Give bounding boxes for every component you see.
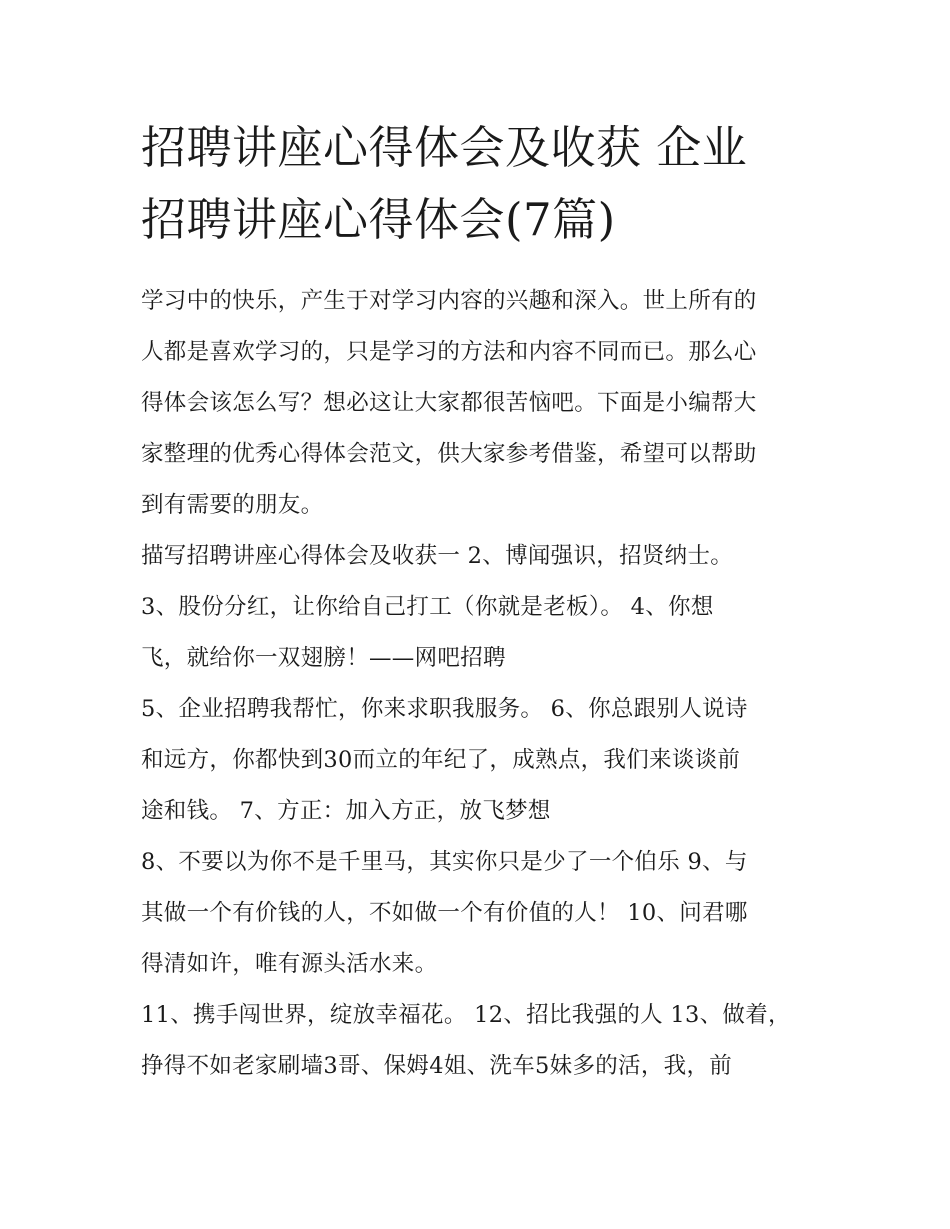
body-line: 挣得不如老家刷墙3哥、保姆4姐、洗车5妹多的活，我，前 (141, 1053, 733, 1079)
body-line: 得体会该怎么写？想必这让大家都很苦恼吧。下面是小编帮大 (141, 390, 757, 416)
title-line: 招聘讲座心得体会(7篇) (141, 193, 616, 246)
body-line: 人都是喜欢学习的，只是学习的方法和内容不同而已。那么心 (141, 339, 757, 365)
title-line: 招聘讲座心得体会及收获 企业 (141, 121, 748, 174)
body-line: 5、企业招聘我帮忙，你来求职我服务。 6、你总跟别人说诗 (141, 696, 748, 722)
body-line: 8、不要以为你不是千里马，其实你只是少了一个伯乐 9、与 (141, 849, 748, 875)
body-line: 飞，就给你一双翅膀！——网吧招聘 (141, 645, 506, 671)
body-line: 3、股份分红，让你给自己打工（你就是老板）。 4、你想 (141, 594, 714, 620)
body-line: 途和钱。 7、方正：加入方正，放飞梦想 (141, 798, 551, 824)
body-line: 家整理的优秀心得体会范文，供大家参考借鉴，希望可以帮助 (141, 441, 757, 467)
body-line: 到有需要的朋友。 (141, 492, 324, 518)
body-line: 其做一个有价钱的人，不如做一个有价值的人！ 10、问君哪 (141, 900, 748, 926)
body-line: 学习中的快乐，产生于对学习内容的兴趣和深入。世上所有的 (141, 288, 757, 314)
document-body (141, 276, 831, 1092)
body-line: 11、携手闯世界，绽放幸福花。 12、招比我强的人 13、做着， (141, 1002, 791, 1028)
body-line: 描写招聘讲座心得体会及收获一 2、博闻强识，招贤纳士。 (141, 543, 734, 569)
document-title (141, 112, 821, 256)
body-line: 和远方，你都快到30而立的年纪了，成熟点，我们来谈谈前 (141, 747, 741, 773)
body-line: 得清如许，唯有源头活水来。 (141, 951, 438, 977)
